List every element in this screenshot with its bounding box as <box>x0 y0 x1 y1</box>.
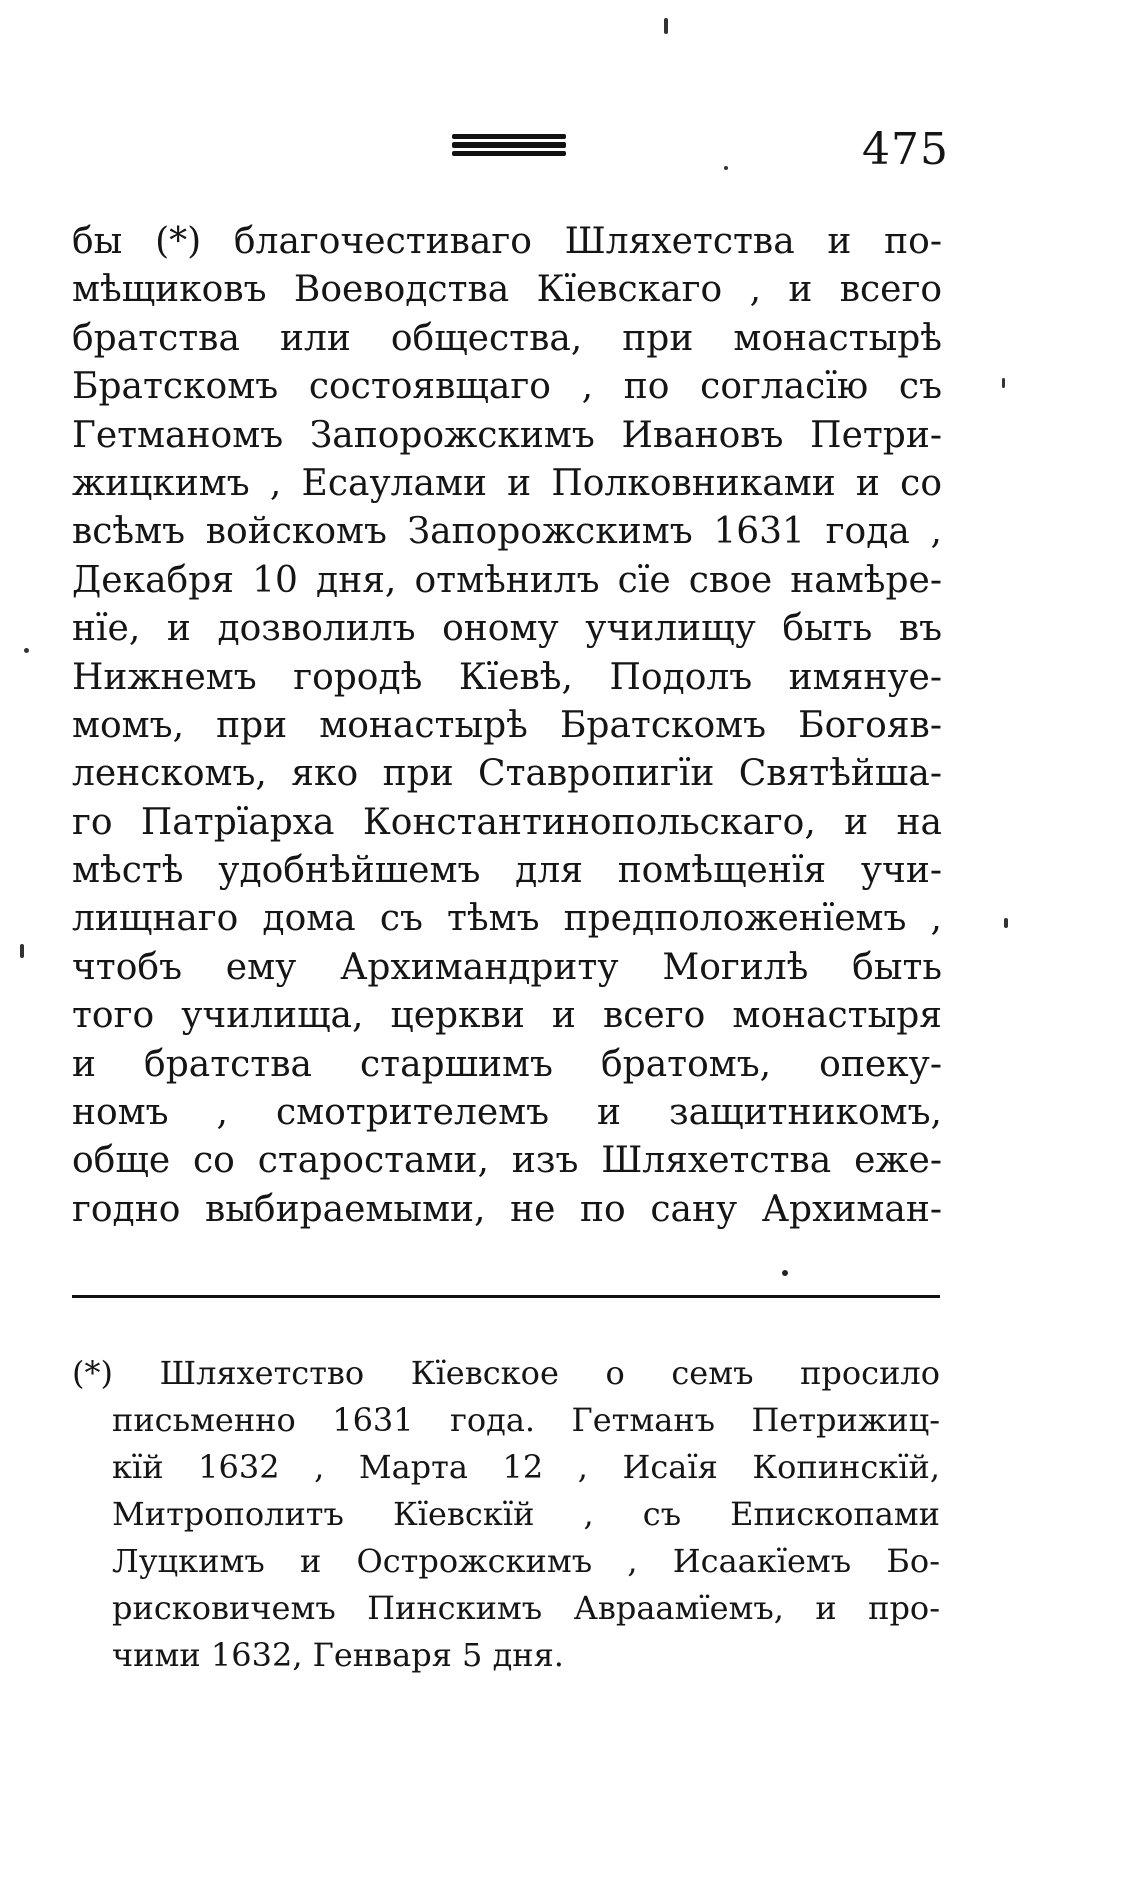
scan-speck <box>724 166 728 170</box>
text-line: мѣщиковъ Воеводства Кïевскаго , и всего <box>72 269 942 311</box>
footnote-line: рисковичемъ Пинскимъ Авраамïемъ, и про- <box>112 1589 940 1627</box>
scan-speck <box>1004 918 1008 928</box>
text-line: обще со старостами, изъ Шляхетства еже- <box>72 1140 942 1182</box>
footnote <box>72 1350 940 1679</box>
text-line: Декабря 10 дня, отмѣнилъ сïе свое намѣре- <box>72 559 942 601</box>
text-line: Гетманомъ Запорожскимъ Ивановъ Петри- <box>72 414 942 456</box>
scan-speck <box>24 648 29 653</box>
main-text <box>72 218 942 1234</box>
header-rule-ornament <box>452 134 566 156</box>
text-line: лищнаго дома съ тѣмъ предположенïемъ , <box>72 898 942 940</box>
footnote-line: (*) Шляхетство Кïевское о семъ просило <box>72 1354 940 1392</box>
text-line: нïе, и дозволилъ оному училищу быть въ <box>72 608 942 650</box>
footnote-line: письменно 1631 года. Гетманъ Петрижиц- <box>112 1401 940 1439</box>
text-line: го Патрïарха Константинопольскаго, и на <box>72 801 942 843</box>
text-line: ленскомъ, яко при Ставропигïи Святѣйша- <box>72 753 942 795</box>
text-line: мѣстѣ удобнѣйшемъ для помѣщенïя учи- <box>72 850 942 892</box>
footnote-line: Митрополитъ Кïевскïй , съ Епископами <box>112 1495 940 1533</box>
footnote-line: Луцкимъ и Острожскимъ , Исаакïемъ Бо- <box>112 1542 940 1580</box>
text-line: Нижнемъ городѣ Кïевѣ, Подолъ имянуе- <box>72 656 942 698</box>
scan-speck <box>664 18 668 34</box>
text-line: чтобъ ему Архимандриту Могилѣ быть <box>72 946 942 988</box>
separator-dot <box>782 1270 788 1276</box>
footnote-line: чими 1632, Генваря 5 дня. <box>112 1636 564 1674</box>
text-line: годно выбираемыми, не по сану Архиман- <box>72 1188 942 1230</box>
footnote-separator <box>72 1295 940 1298</box>
text-line: всѣмъ войскомъ Запорожскимъ 1631 года , <box>72 511 942 553</box>
text-line: момъ, при монастырѣ Братскомъ Богояв- <box>72 704 942 746</box>
page-number: 475 <box>862 124 949 175</box>
footnote-line: кïй 1632 , Марта 12 , Исаïя Копинскïй, <box>112 1448 940 1486</box>
text-line: Братскомъ состоявщаго , по согласïю съ <box>72 366 942 408</box>
text-line: жицкимъ , Есаулами и Полковниками и со <box>72 462 942 504</box>
text-line: бы (*) благочестиваго Шляхетства и по- <box>72 221 942 262</box>
scan-speck <box>20 944 24 958</box>
text-line: номъ , смотрителемъ и защитникомъ, <box>72 1092 942 1134</box>
text-line: братства или общества, при монастырѣ <box>72 317 942 359</box>
scan-speck <box>1002 378 1005 388</box>
text-line: того училища, церкви и всего монастыря <box>72 995 942 1037</box>
text-line: и братства старшимъ братомъ, опеку- <box>72 1043 942 1085</box>
